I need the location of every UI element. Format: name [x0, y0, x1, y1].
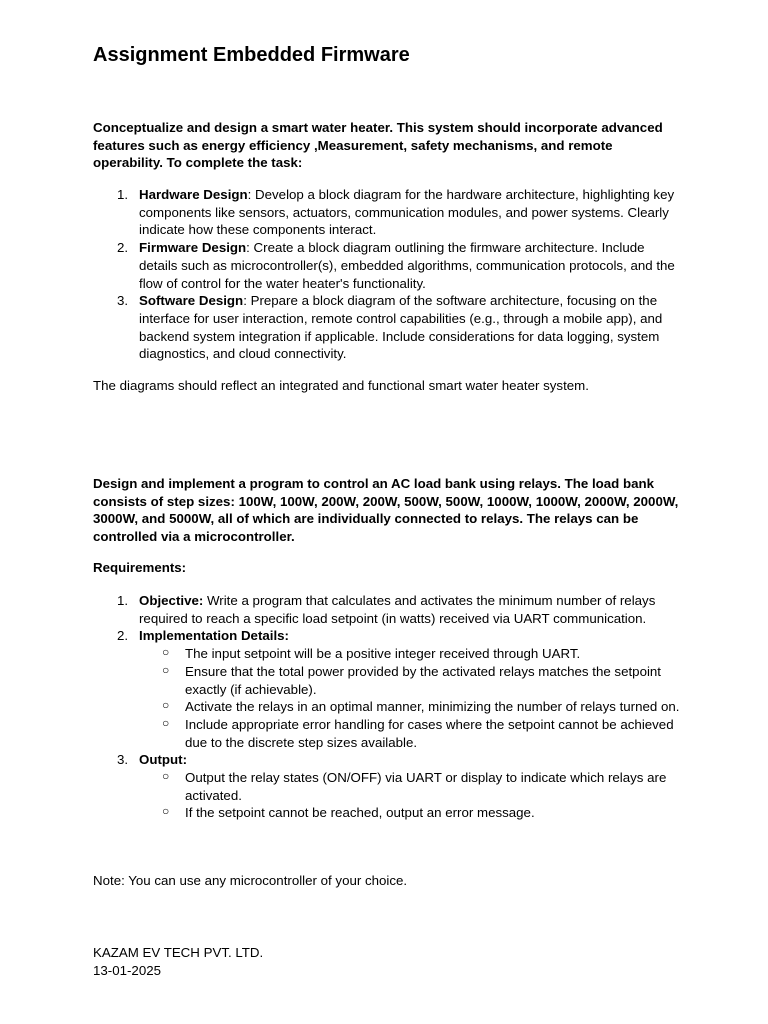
task1-list	[93, 186, 683, 363]
item-label: Output:	[139, 752, 187, 768]
task1-item-software	[93, 292, 683, 363]
sublist-text: Activate the relays in an optimal manner, minimizing the number of relays turned on.	[185, 699, 680, 715]
task1-item-firmware	[93, 239, 683, 292]
list-number: 2.	[117, 628, 129, 644]
item-label: Software Design	[139, 293, 244, 309]
output-sublist	[139, 769, 683, 822]
task2-list	[93, 592, 683, 822]
footer-date: 13-01-2025	[93, 963, 162, 978]
implementation-sublist	[139, 645, 683, 751]
task1-intro: Conceptualize and design a smart water heater. This system should incorporate advanced features such as energy efficiency ,Measurement, safety mechanisms, and remote operability. To complete the task:	[93, 120, 663, 171]
sublist-item	[139, 698, 683, 716]
task2-item-output	[93, 751, 683, 822]
item-label: Implementation Details:	[139, 628, 289, 644]
item-label: Firmware Design	[139, 240, 247, 256]
task1-item-hardware	[93, 186, 683, 239]
task1-closing: The diagrams should reflect an integrated and functional smart water heater system.	[93, 378, 589, 393]
task2-intro: Design and implement a program to control an AC load bank using relays. The load bank consists of step sizes: 100W, 100W, 200W, 200W, 500W, 500W, 1000W, 1000W, 2000W, 2000W, 3000W, and 5000W, all of which are individually connected to relays. The relays can be controlled via a microcontroller.	[93, 476, 679, 545]
item-label: Objective:	[139, 593, 204, 608]
circle-bullet-icon: ○	[162, 698, 170, 713]
item-label: Hardware Design	[139, 187, 248, 202]
list-number: 3.	[117, 293, 129, 309]
circle-bullet-icon: ○	[162, 645, 170, 660]
sublist-item	[139, 663, 683, 698]
sublist-text: Include appropriate error handling for cases where the setpoint cannot be achieved due to the discrete step sizes available.	[185, 716, 674, 750]
list-number: 2.	[117, 240, 129, 256]
item-text: : Prepare a block diagram of the software architecture, focusing on the interface for user interaction, remote control capabilities (e.g., through a mobile app), and backend system integration if applicable. Include considerations for data logging, system diagnostics, and cloud connectivity.	[139, 293, 663, 362]
sublist-item	[139, 645, 683, 663]
task2-item-objective	[93, 592, 683, 627]
sublist-text: Output the relay states (ON/OFF) via UART or display to indicate which relays are activated.	[185, 770, 667, 803]
list-number: 3.	[117, 752, 129, 768]
item-text: : Create a block diagram outlining the firmware architecture. Include details such as microcontroller(s), embedded algorithms, communication protocols, and the flow of control for the water heater's functionality.	[139, 240, 675, 291]
sublist-item	[139, 716, 683, 751]
footer-company: KAZAM EV TECH PVT. LTD.	[93, 945, 264, 960]
task2-note: Note: You can use any microcontroller of your choice.	[93, 873, 408, 888]
requirements-heading: Requirements:	[93, 560, 187, 575]
list-number: 1.	[117, 187, 129, 202]
circle-bullet-icon: ○	[162, 769, 170, 784]
circle-bullet-icon: ○	[162, 715, 170, 730]
sublist-item	[139, 769, 683, 804]
task2-item-implementation	[93, 627, 683, 751]
sublist-text: Ensure that the total power provided by the activated relays matches the setpoint exactly (if achievable).	[185, 663, 662, 697]
sublist-item	[139, 804, 683, 822]
circle-bullet-icon: ○	[162, 662, 170, 677]
list-number: 1.	[117, 593, 129, 608]
sublist-text: The input setpoint will be a positive integer received through UART.	[185, 646, 581, 662]
sublist-text: If the setpoint cannot be reached, output an error message.	[185, 805, 535, 821]
circle-bullet-icon: ○	[162, 804, 170, 819]
item-text: Write a program that calculates and activates the minimum number of relays required to reach a specific load setpoint (in watts) received via UART communication.	[139, 593, 656, 626]
item-text: : Develop a block diagram for the hardware architecture, highlighting key components like sensors, actuators, communication modules, and power systems. Clearly indicate how these components interact.	[139, 187, 675, 238]
document-title: Assignment Embedded Firmware	[93, 44, 410, 66]
